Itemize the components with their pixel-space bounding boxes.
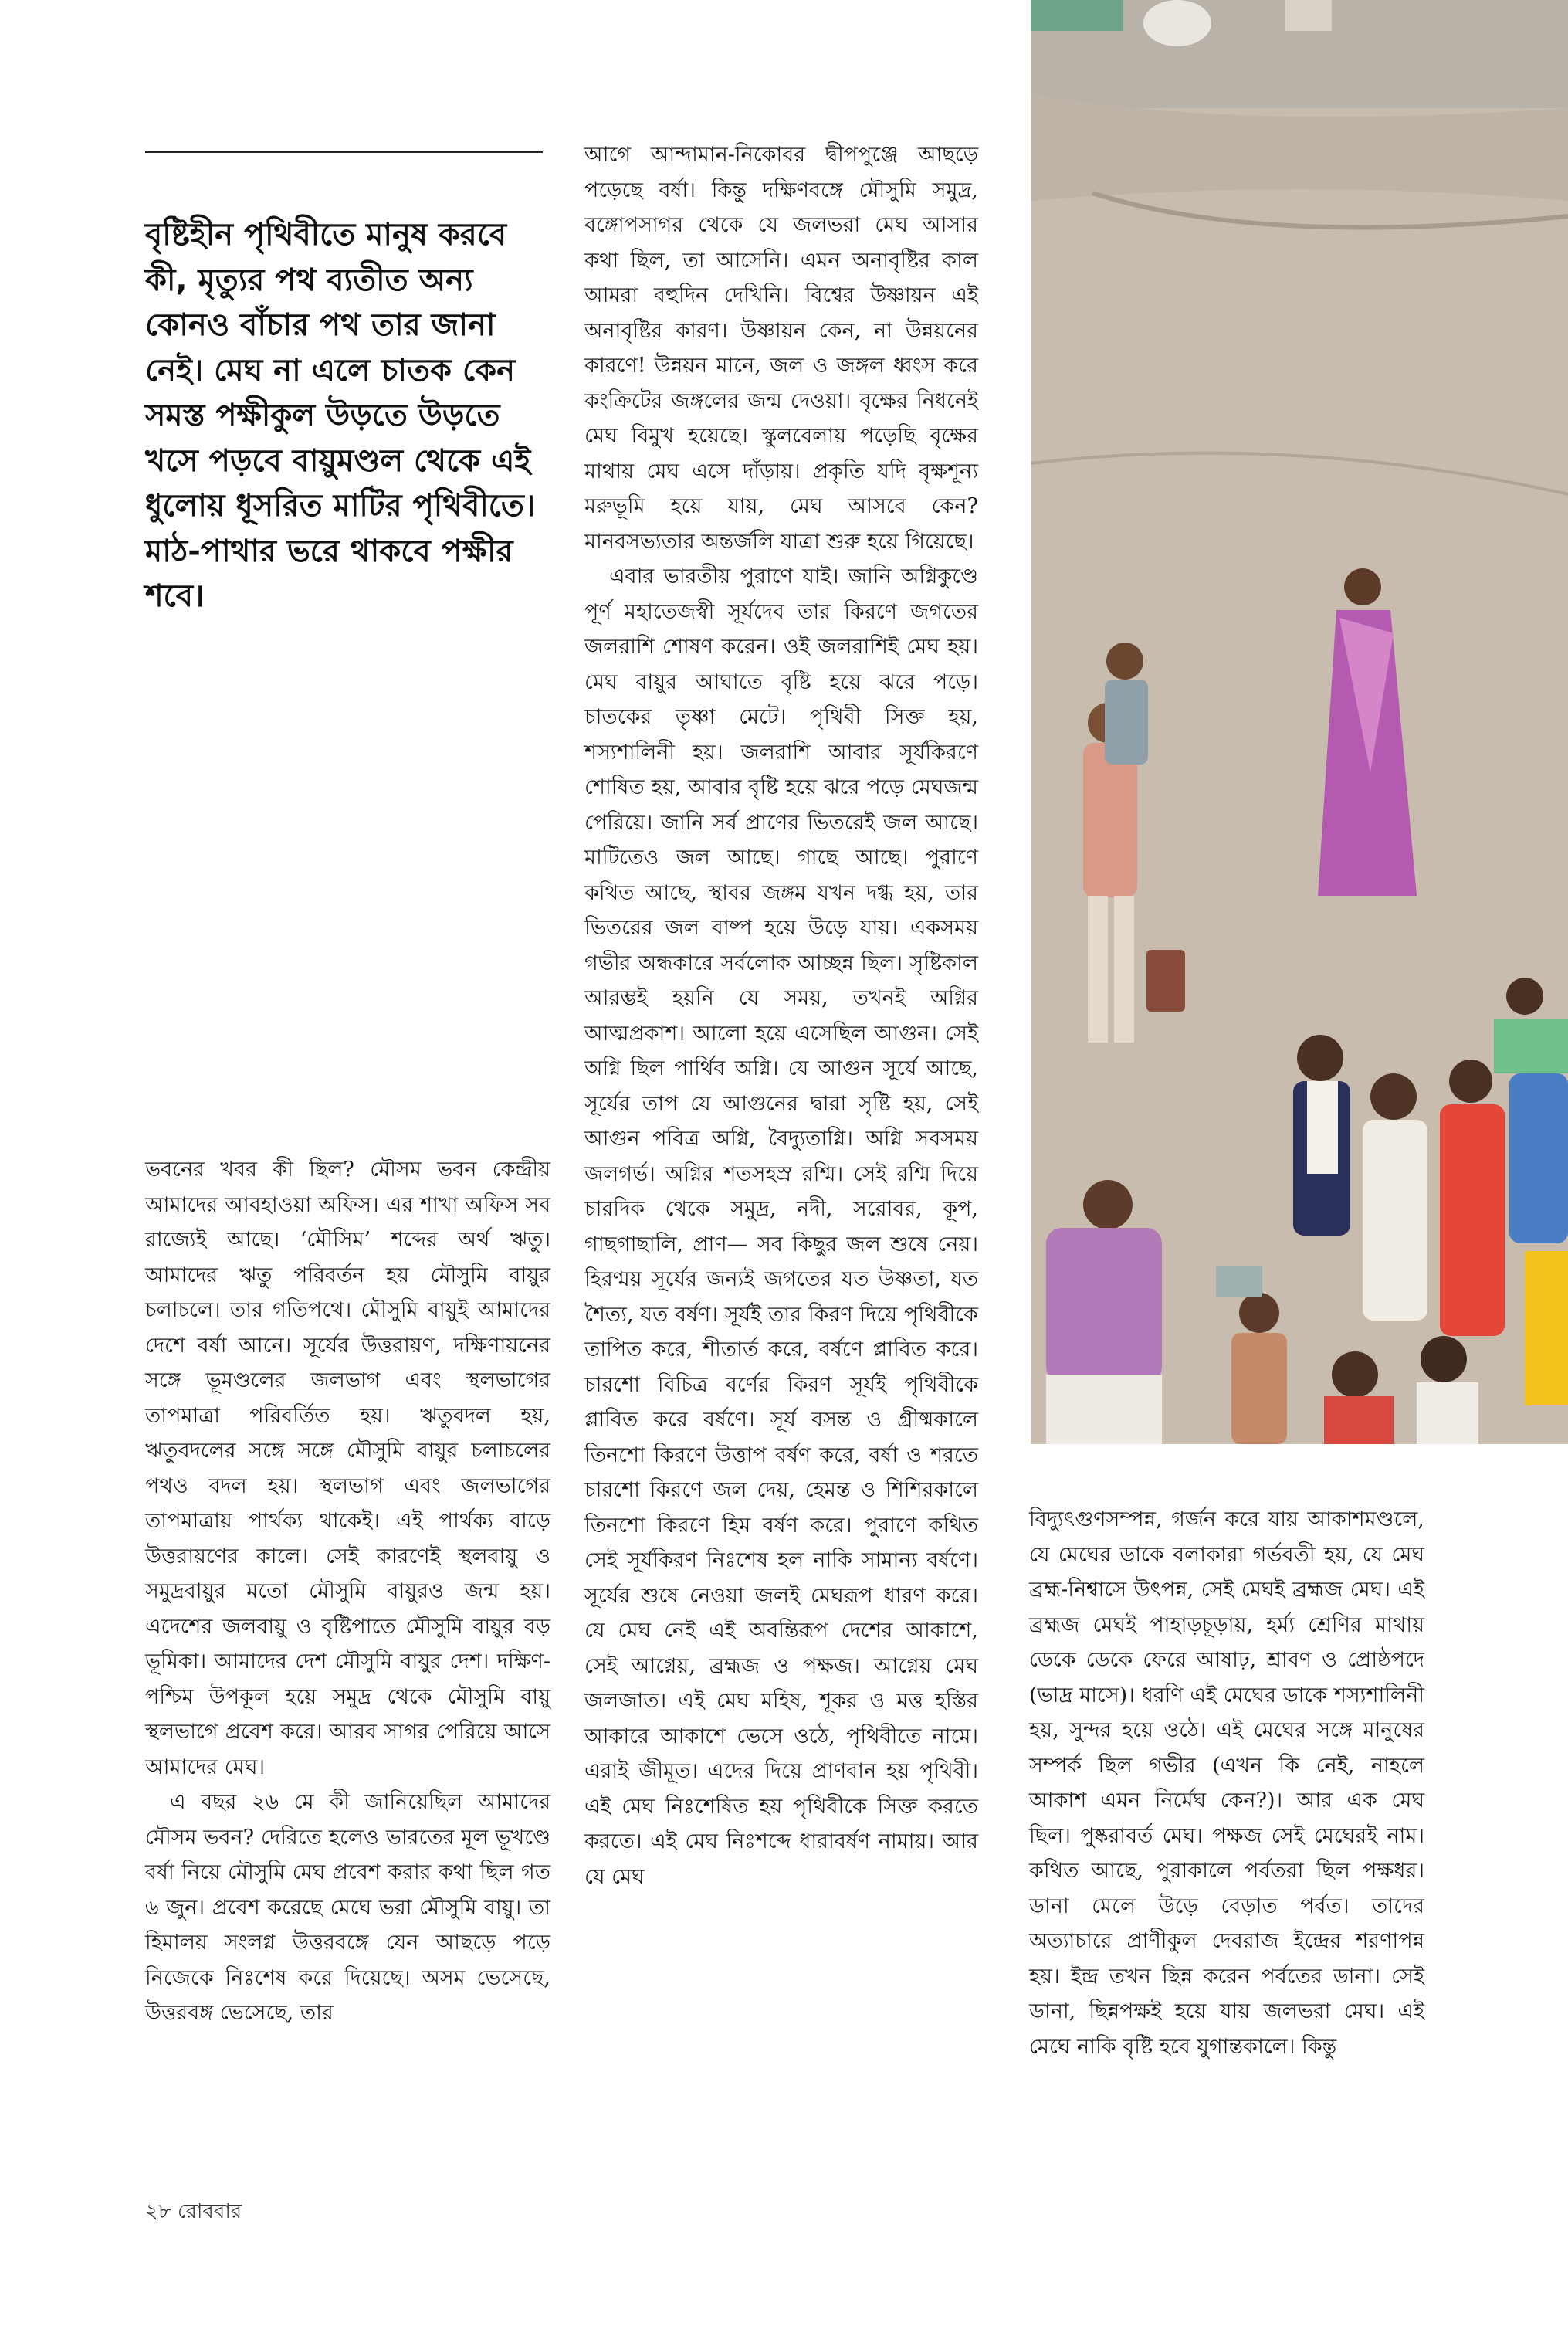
text-column-middle	[584, 137, 978, 1894]
paragraph: আগে আন্দামান-নিকোবর দ্বীপপুঞ্জে আছড়ে পড়েছে বর্ষা। কিন্তু দক্ষিণবঙ্গে মৌসুমি সমুদ্র, বঙ্গোপসাগর থেকে যে জলভরা মেঘ আসার কথা ছিল, তা আসেনি। এমন অনাবৃষ্টির কাল আমরা বহুদিন দেখিনি। বিশ্বের উষ্ণায়ন এই অনাবৃষ্টির কারণ। উষ্ণায়ন কেন, না উন্নয়নের কারণে! উন্নয়ন মানে, জল ও জঙ্গল ধ্বংস করে কংক্রিটের জঙ্গলের জন্ম দেওয়া। বৃক্ষের নিধনেই মেঘ বিমুখ হয়েছে। স্কুলবেলায় পড়েছি বৃক্ষের মাথায় মেঘ এসে দাঁড়ায়। প্রকৃতি যদি বৃক্ষশূন্য মরুভূমি হয়ে যায়, মেঘ আসবে কেন? মানবসভ্যতার অন্তর্জলি যাত্রা শুরু হয়ে গিয়েছে।	[584, 143, 978, 554]
paragraph: এ বছর ২৬ মে কী জানিয়েছিল আমাদের মৌসম ভবন? দেরিতে হলেও ভারতের মূল ভূখণ্ডে বর্ষা নিয়ে মৌসুমি মেঘ প্রবেশ করার কথা ছিল গত ৬ জুন। প্রবেশ করেছে মেঘে ভরা মৌসুমি বায়ু। তা হিমালয় সংলগ্ন উত্তরবঙ্গে যেন আছড়ে পড়ে নিজেকে নিঃশেষ করে দিয়েছে। অসম ভেসেছে, উত্তরবঙ্গ ভেসেছে, তার	[145, 1790, 550, 2025]
paragraph: বিদ্যুৎগুণসম্পন্ন, গর্জন করে যায় আকাশমণ্ডলে, যে মেঘের ডাকে বলাকারা গর্ভবতী হয়, যে মেঘ ব্রহ্ম-নিশ্বাসে উৎপন্ন, সেই মেঘই ব্রহ্মজ মেঘ। এই ব্রহ্মজ মেঘই পাহাড়চূড়ায়, হর্ম্য শ্রেণির মাথায় ডেকে ডেকে ফেরে আষাঢ়, শ্রাবণ ও প্রোষ্ঠপদে (ভাদ্র মাসে)। ধরণি এই মেঘের ডাকে শস্যশালিনী হয়, সুন্দর হয়ে ওঠে। এই মেঘের সঙ্গে মানুষের সম্পর্ক ছিল গভীর (এখন কি নেই, নাহলে আকাশ এমন নির্মেঘ কেন?)। আর এক মেঘ ছিল। পুষ্করাবর্ত মেঘ। পক্ষজ সেই মেঘেরই নাম। কথিত আছে, পুরাকালে পর্বতরা ছিল পক্ষধর। ডানা মেলে উড়ে বেড়াত পর্বত। তাদের অত্যাচারে প্রাণীকুল দেবরাজ ইন্দ্রের শরণাপন্ন হয়। ইন্দ্র তখন ছিন্ন করেন পর্বতের ডানা। সেই ডানা, ছিন্নপক্ষই হয়ে যায় জলভরা মেঘ। এই মেঘে নাকি বৃষ্টি হবে যুগান্তকালে। কিন্তু	[1029, 1507, 1424, 2059]
pull-quote: বৃষ্টিহীন পৃথিবীতে মানুষ করবে কী, মৃত্যুর পথ ব্যতীত অন্য কোনও বাঁচার পথ তার জানা নেই। মেঘ না এলে চাতক কেন সমস্ত পক্ষীকুল উড়তে উড়তে খসে পড়বে বায়ুমণ্ডল থেকে এই ধুলোয় ধূসরিত মাটির পৃথিবীতে। মাঠ-পাথার ভরে থাকবে পক্ষীর শবে।	[145, 217, 536, 614]
goat-figure	[1143, 0, 1211, 46]
article-photo	[1031, 0, 1568, 1444]
page-folio: ২৮ রোববার	[145, 2200, 242, 2223]
top-rule	[145, 151, 543, 153]
text-column-right	[1029, 1502, 1424, 2064]
paragraph: ভবনের খবর কী ছিল? মৌসম ভবন কেন্দ্রীয় আমাদের আবহাওয়া অফিস। এর শাখা অফিস সব রাজ্যেই আছে। ‘মৌসিম’ শব্দের অর্থ ঋতু। আমাদের ঋতু পরিবর্তন হয় মৌসুমি বায়ুর চলাচলে। তার গতিপথে। মৌসুমি বায়ুই আমাদের দেশে বর্ষা আনে। সূর্যের উত্তরায়ণ, দক্ষিণায়নের সঙ্গে ভূমণ্ডলের জলভাগ এবং স্থলভাগের তাপমাত্রা পরিবর্তিত হয়। ঋতুবদল হয়, ঋতুবদলের সঙ্গে সঙ্গে মৌসুমি বায়ুর চলাচলের পথও বদল হয়। স্থলভাগ এবং জলভাগের তাপমাত্রায় পার্থক্য থাকেই। এই পার্থক্য বাড়ে উত্তরায়ণের কালে। সেই কারণেই স্থলবায়ু ও সমুদ্রবায়ুর মতো মৌসুমি বায়ুরও জন্ম হয়। এদেশের জলবায়ু ও বৃষ্টিপাতে মৌসুমি বায়ুর বড় ভূমিকা। আমাদের দেশ মৌসুমি বায়ুর দেশ। দক্ষিণ-পশ্চিম উপকূল হয়ে সমুদ্র থেকে মৌসুমি বায়ু স্থলভাগে প্রবেশ করে। আরব সাগর পেরিয়ে আসে আমাদের মেঘ।	[145, 1158, 550, 1779]
paragraph: এবার ভারতীয় পুরাণে যাই। জানি অগ্নিকুণ্ডে পূর্ণ মহাতেজস্বী সূর্যদেব তার কিরণে জগতের জলরাশি শোষণ করেন। ওই জলরাশিই মেঘ হয়। মেঘ বায়ুর আঘাতে বৃষ্টি হয়ে ঝরে পড়ে। চাতকের তৃষ্ণা মেটে। পৃথিবী সিক্ত হয়, শস্যশালিনী হয়। জলরাশি আবার সূর্যকিরণে শোষিত হয়, আবার বৃষ্টি হয়ে ঝরে পড়ে মেঘজন্ম পেরিয়ে। জানি সর্ব প্রাণের ভিতরেই জল আছে। মাটিতেও জল আছে। গাছে আছে। পুরাণে কথিত আছে, স্থাবর জঙ্গম যখন দগ্ধ হয়, তার ভিতরের জল বাষ্প হয়ে উড়ে যায়। একসময় গভীর অন্ধকারে সর্বলোক আচ্ছন্ন ছিল। সৃষ্টিকাল আরম্ভই হয়নি যে সময়, তখনই অগ্নির আত্মপ্রকাশ। আলো হয়ে এসেছিল আগুন। সেই অগ্নি ছিল পার্থিব অগ্নি। যে আগুন সূর্যে আছে, সূর্যের তাপ যে আগুনের দ্বারা সৃষ্টি হয়, সেই আগুন পবিত্র অগ্নি, বৈদ্যুতাগ্নি। অগ্নি সবসময় জলগর্ভ। অগ্নির শতসহস্র রশ্মি। সেই রশ্মি দিয়ে চারদিক থেকে সমুদ্র, নদী, সরোবর, কূপ, গাছগাছালি, প্রাণ— সব কিছুর জল শুষে নেয়। হিরণ্ময় সূর্যের জন্যই জগতের যত উষ্ণতা, যত শৈত্য, যত বর্ষণ। সূর্যই তার কিরণ দিয়ে পৃথিবীকে তাপিত করে, শীতার্ত করে, বর্ষণে প্লাবিত করে। চারশো বিচিত্র বর্ণের কিরণ সূর্যই পৃথিবীকে প্লাবিত করে বর্ষণে। সূর্য বসন্ত ও গ্রীষ্মকালে তিনশো কিরণে উত্তাপ বর্ষণ করে, বর্ষা ও শরতে চারশো কিরণে জল দেয়, হেমন্ত ও শিশিরকালে তিনশো কিরণে হিম বর্ষণ করে। পুরাণে কথিত সেই সূর্যকিরণ নিঃশেষ হল নাকি সামান্য বর্ষণে। সূর্যের শুষে নেওয়া জলই মেঘরূপ ধারণ করে। যে মেঘ নেই এই অবন্তিরূপ দেশের আকাশে, সেই আগ্নেয়, ব্রহ্মজ ও পক্ষজ। আগ্নেয় মেঘ জলজাত। এই মেঘ মহিষ, শূকর ও মত্ত হস্তির আকারে আকাশে ভেসে ওঠে, পৃথিবীতে নামে। এরাই জীমূত। এদের দিয়ে প্রাণবান হয় পৃথিবী। এই মেঘ নিঃশেষিত হয় পৃথিবীকে সিক্ত করতে করতে। এই মেঘ নিঃশব্দে ধারাবর্ষণ নামায়। আর যে মেঘ	[584, 565, 978, 1889]
boy-figure	[1105, 643, 1148, 765]
text-column-left	[145, 1152, 550, 2031]
photo-illustration	[1031, 0, 1568, 1444]
